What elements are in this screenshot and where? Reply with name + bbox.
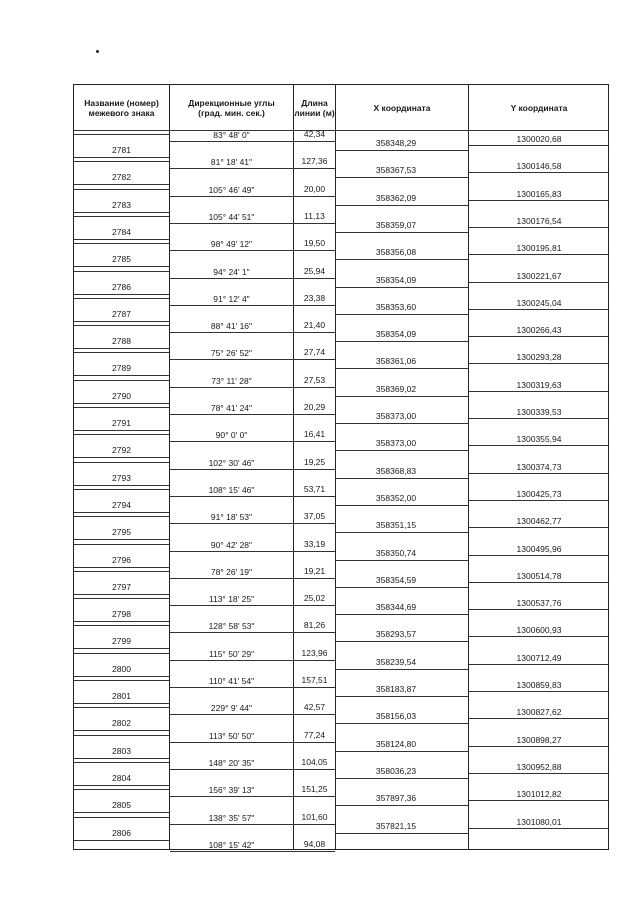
cell-name: 2781 [112,145,131,155]
column-divider [169,85,170,849]
row-line [469,418,609,419]
row-line [74,489,169,490]
row-line [74,298,169,299]
row-line [469,254,609,255]
cell-name: 2802 [112,718,131,729]
row-line [74,407,169,408]
cell-angle: 102° 30' 46" [208,457,255,468]
cell-name: 2787 [112,308,131,319]
row-line [469,172,609,173]
cell-angle: 75° 26' 52" [210,348,253,359]
cell-y: 1300712,49 [516,652,562,663]
row-line [74,216,169,217]
cell-x: 358373,00 [375,411,417,421]
cell-angle: 115° 50' 29" [208,648,255,659]
row-line [336,177,468,178]
cell-length: 94,08 [303,838,326,849]
row-line [336,587,468,588]
cell-y: 1300859,83 [516,680,562,690]
cell-angle: 105° 46' 49" [208,184,255,195]
cell-x: 358036,23 [375,765,417,776]
row-line [74,653,169,654]
row-line [74,539,169,540]
cell-angle: 148° 20' 35" [208,757,255,768]
cell-angle: 81° 18' 41" [210,157,253,168]
row-line [469,609,609,610]
row-line [74,812,169,813]
cell-x: 358367,53 [375,165,417,176]
row-line [74,571,169,572]
cell-x: 358373,00 [375,438,417,449]
row-line [170,250,335,251]
row-line [170,441,335,442]
row-line [74,648,169,649]
row-line [74,730,169,731]
row-line [336,205,468,206]
cell-y: 1300319,63 [516,379,562,390]
row-line [170,742,335,743]
cell-angle: 113° 50' 50" [208,730,255,741]
column-divider [335,85,336,849]
row-line [170,359,335,360]
row-line [74,567,169,568]
cell-length: 37,05 [303,511,326,522]
header-length: Длина линии (м) [294,97,335,118]
cell-length: 77,24 [303,729,326,740]
row-line [336,778,468,779]
cell-y: 1300514,78 [516,570,562,581]
scan-speck [96,50,99,53]
cell-length: 19,25 [303,456,326,467]
header-angles: Дирекционные углы (град. мин. сек.) [188,97,275,118]
row-line [74,294,169,295]
row-line [74,485,169,486]
row-line [336,560,468,561]
cell-length: 157,51 [301,675,328,685]
cell-angle: 108° 15' 42" [208,839,255,850]
row-line [74,321,169,322]
cell-angle: 94° 24' 1" [213,266,250,277]
row-line [336,641,468,642]
row-line [74,325,169,326]
row-line [74,380,169,381]
row-line [74,762,169,763]
cell-name: 2793 [112,472,131,483]
cell-y: 1300176,54 [516,215,562,226]
row-line [469,336,609,337]
cell-length: 81,26 [303,620,326,631]
cell-name: 2784 [112,226,131,237]
row-line [336,669,468,670]
row-line [74,703,169,704]
row-line [170,714,335,715]
row-line [170,141,335,142]
cell-x: 358352,00 [375,492,417,503]
row-line [170,387,335,388]
cell-y: 1301080,01 [516,816,562,827]
cell-length: 42,34 [303,129,326,139]
row-line [74,789,169,790]
cell-length: 123,96 [301,647,328,658]
row-line [170,305,335,306]
cell-y: 1300020,68 [516,134,562,144]
cell-name: 2798 [112,609,131,620]
row-line [74,676,169,677]
cell-y: 1300462,77 [516,516,562,527]
cell-y: 1300266,43 [516,325,562,336]
row-line [74,598,169,599]
cell-angle: 88° 41' 16" [210,321,253,332]
row-line [74,134,169,135]
cell-x: 358351,15 [375,520,417,531]
cell-y: 1300165,83 [516,188,562,199]
cell-y: 1300952,88 [516,761,562,772]
cell-length: 101,60 [301,811,328,822]
row-line [469,828,609,829]
cell-length: 27,53 [303,374,326,385]
row-line [469,718,609,719]
row-line [336,150,468,151]
cell-y: 1300293,28 [516,352,562,363]
row-line [336,259,468,260]
cell-angle: 113° 18' 25" [208,594,255,605]
header-x: X координата [373,102,431,113]
row-line [74,625,169,626]
cell-length: 27,74 [303,347,326,358]
cell-length: 25,02 [303,593,326,604]
column-divider [293,85,294,849]
row-line [170,523,335,524]
row-line [74,817,169,818]
cell-length: 19,50 [303,238,326,249]
cell-angle: 156° 39' 13" [208,785,255,796]
row-line [469,363,609,364]
row-line [336,751,468,752]
cell-length: 151,25 [301,784,328,795]
cell-name: 2800 [112,663,131,674]
row-line [74,271,169,272]
cell-name: 2792 [112,445,131,456]
cell-x: 358350,74 [375,547,417,558]
row-line [74,375,169,376]
cell-name: 2806 [112,827,131,838]
row-line [170,687,335,688]
cell-name: 2795 [112,527,131,538]
row-line [170,223,335,224]
row-line [74,403,169,404]
cell-x: 358369,02 [375,383,417,394]
cell-y: 1300827,62 [516,707,562,718]
cell-x: 358354,09 [375,329,417,340]
row-line [469,555,609,556]
cell-angle: 78° 41' 24" [210,403,253,413]
row-line [336,450,468,451]
row-line [469,773,609,774]
row-line [336,805,468,806]
cell-x: 358354,09 [375,274,417,285]
row-line [336,505,468,506]
row-line [336,368,468,369]
row-line [74,735,169,736]
row-line [170,824,335,825]
cell-name: 2782 [112,172,131,183]
row-line [74,840,169,841]
row-line [469,527,609,528]
cell-y: 1300195,81 [516,243,562,254]
cell-length: 20,00 [303,183,326,194]
cell-name: 2797 [112,581,131,592]
cell-y: 1300374,73 [516,461,562,472]
cell-y: 1300425,73 [516,488,562,499]
cell-name: 2783 [112,199,131,210]
row-line [74,212,169,213]
cell-name: 2794 [112,499,131,510]
cell-angle: 98° 49' 12" [210,239,253,250]
header-y: Y координата [510,102,568,113]
row-line [74,516,169,517]
row-line [469,145,609,146]
cell-length: 42,57 [303,702,326,713]
row-line [469,445,609,446]
cell-x: 358124,80 [375,738,417,749]
cell-length: 23,38 [303,292,326,303]
row-line [170,278,335,279]
cell-length: 20,29 [303,402,326,412]
cell-y: 1300355,94 [516,434,562,445]
cell-name: 2790 [112,390,131,401]
row-line [74,434,169,435]
row-line [170,851,335,852]
cell-length: 19,21 [303,565,326,576]
row-line [469,473,609,474]
row-line [74,621,169,622]
cell-y: 1300221,67 [516,270,562,281]
row-line [170,578,335,579]
cell-x: 358353,60 [375,301,417,312]
cell-angle: 90° 0' 0" [215,430,248,441]
cell-x: 358348,29 [375,138,417,148]
row-line [336,423,468,424]
row-line [469,282,609,283]
row-line [74,184,169,185]
cell-length: 25,94 [303,265,326,276]
row-line [74,680,169,681]
cell-y: 1301012,82 [516,789,562,800]
coordinates-table [73,84,609,850]
cell-length: 21,40 [303,320,326,331]
row-line [469,664,609,665]
cell-angle: 83° 48' 0" [213,130,250,140]
cell-x: 358361,06 [375,356,417,367]
header-name: Название (номер) межевого знака [84,97,159,118]
cell-angle: 108° 15' 46" [208,484,255,495]
cell-name: 2801 [112,691,131,701]
row-line [469,636,609,637]
row-line [336,287,468,288]
row-line [469,746,609,747]
cell-angle: 90° 42' 28" [210,539,253,550]
row-line [74,239,169,240]
cell-angle: 73° 11' 28" [211,375,252,386]
row-line [469,800,609,801]
cell-angle: 78° 26' 19" [210,566,253,577]
row-line [74,157,169,158]
cell-x: 358239,54 [375,656,417,667]
row-line [170,660,335,661]
row-line [170,632,335,633]
row-line [469,391,609,392]
row-line [469,500,609,501]
row-line [336,341,468,342]
cell-x: 357821,15 [375,820,417,831]
row-line [74,758,169,759]
row-line [74,707,169,708]
cell-length: 104,05 [301,756,328,767]
row-line [170,605,335,606]
row-line [170,168,335,169]
cell-length: 11,13 [304,210,325,221]
cell-x: 358293,57 [375,629,417,640]
cell-y: 1300339,53 [516,407,562,417]
cell-length: 53,71 [303,483,326,494]
cell-x: 357897,36 [375,793,417,804]
row-line [74,462,169,463]
row-line [469,227,609,228]
cell-name: 2799 [112,636,131,647]
cell-y: 1300600,93 [516,625,562,636]
cell-name: 2788 [112,336,131,347]
row-line [170,196,335,197]
row-line [170,469,335,470]
row-line [74,243,169,244]
row-line [336,696,468,697]
cell-angle: 105° 44' 51" [208,211,255,222]
cell-angle: 110° 41' 54" [208,676,255,686]
row-line [336,396,468,397]
cell-angle: 229° 9' 44" [210,703,253,714]
row-line [74,352,169,353]
row-line [74,161,169,162]
row-line [74,348,169,349]
cell-angle: 138° 35' 57" [208,812,255,823]
cell-name: 2796 [112,554,131,565]
cell-y: 1300146,58 [516,161,562,172]
cell-name: 2791 [112,418,131,428]
row-line [74,785,169,786]
row-line [74,594,169,595]
cell-x: 358356,08 [375,247,417,258]
cell-y: 1300898,27 [516,734,562,745]
cell-name: 2805 [112,800,131,811]
cell-name: 2789 [112,363,131,374]
cell-angle: 91° 12' 4" [213,293,250,304]
row-line [170,496,335,497]
row-line [170,332,335,333]
header-divider [74,130,608,131]
cell-y: 1300537,76 [516,598,562,609]
cell-x: 358368,83 [375,465,417,476]
row-line [469,582,609,583]
cell-length: 127,36 [301,156,328,167]
cell-x: 358156,03 [375,711,417,722]
cell-name: 2803 [112,745,131,756]
row-line [469,200,609,201]
row-line [336,314,468,315]
cell-angle: 128° 58' 53" [208,621,255,632]
cell-name: 2786 [112,281,131,292]
row-line [336,532,468,533]
cell-y: 1300495,96 [516,543,562,554]
row-line [170,769,335,770]
cell-x: 358344,69 [375,602,417,613]
row-line [74,189,169,190]
cell-length: 16,41 [303,429,326,440]
cell-x: 358359,07 [375,219,417,230]
cell-x: 358354,59 [375,574,417,585]
row-line [170,414,335,415]
cell-name: 2804 [112,772,131,783]
row-line [74,266,169,267]
row-line [336,614,468,615]
row-line [170,551,335,552]
row-line [336,833,468,834]
row-line [469,309,609,310]
cell-x: 358183,87 [375,684,417,694]
row-line [74,512,169,513]
row-line [74,544,169,545]
row-line [170,796,335,797]
cell-y: 1300245,04 [516,297,562,308]
cell-length: 33,19 [303,538,326,549]
row-line [469,691,609,692]
cell-name: 2785 [112,254,131,265]
row-line [336,478,468,479]
row-line [336,232,468,233]
row-line [74,430,169,431]
cell-angle: 91° 18' 53" [210,512,253,523]
cell-x: 358362,09 [375,192,417,203]
row-line [336,723,468,724]
row-line [74,457,169,458]
